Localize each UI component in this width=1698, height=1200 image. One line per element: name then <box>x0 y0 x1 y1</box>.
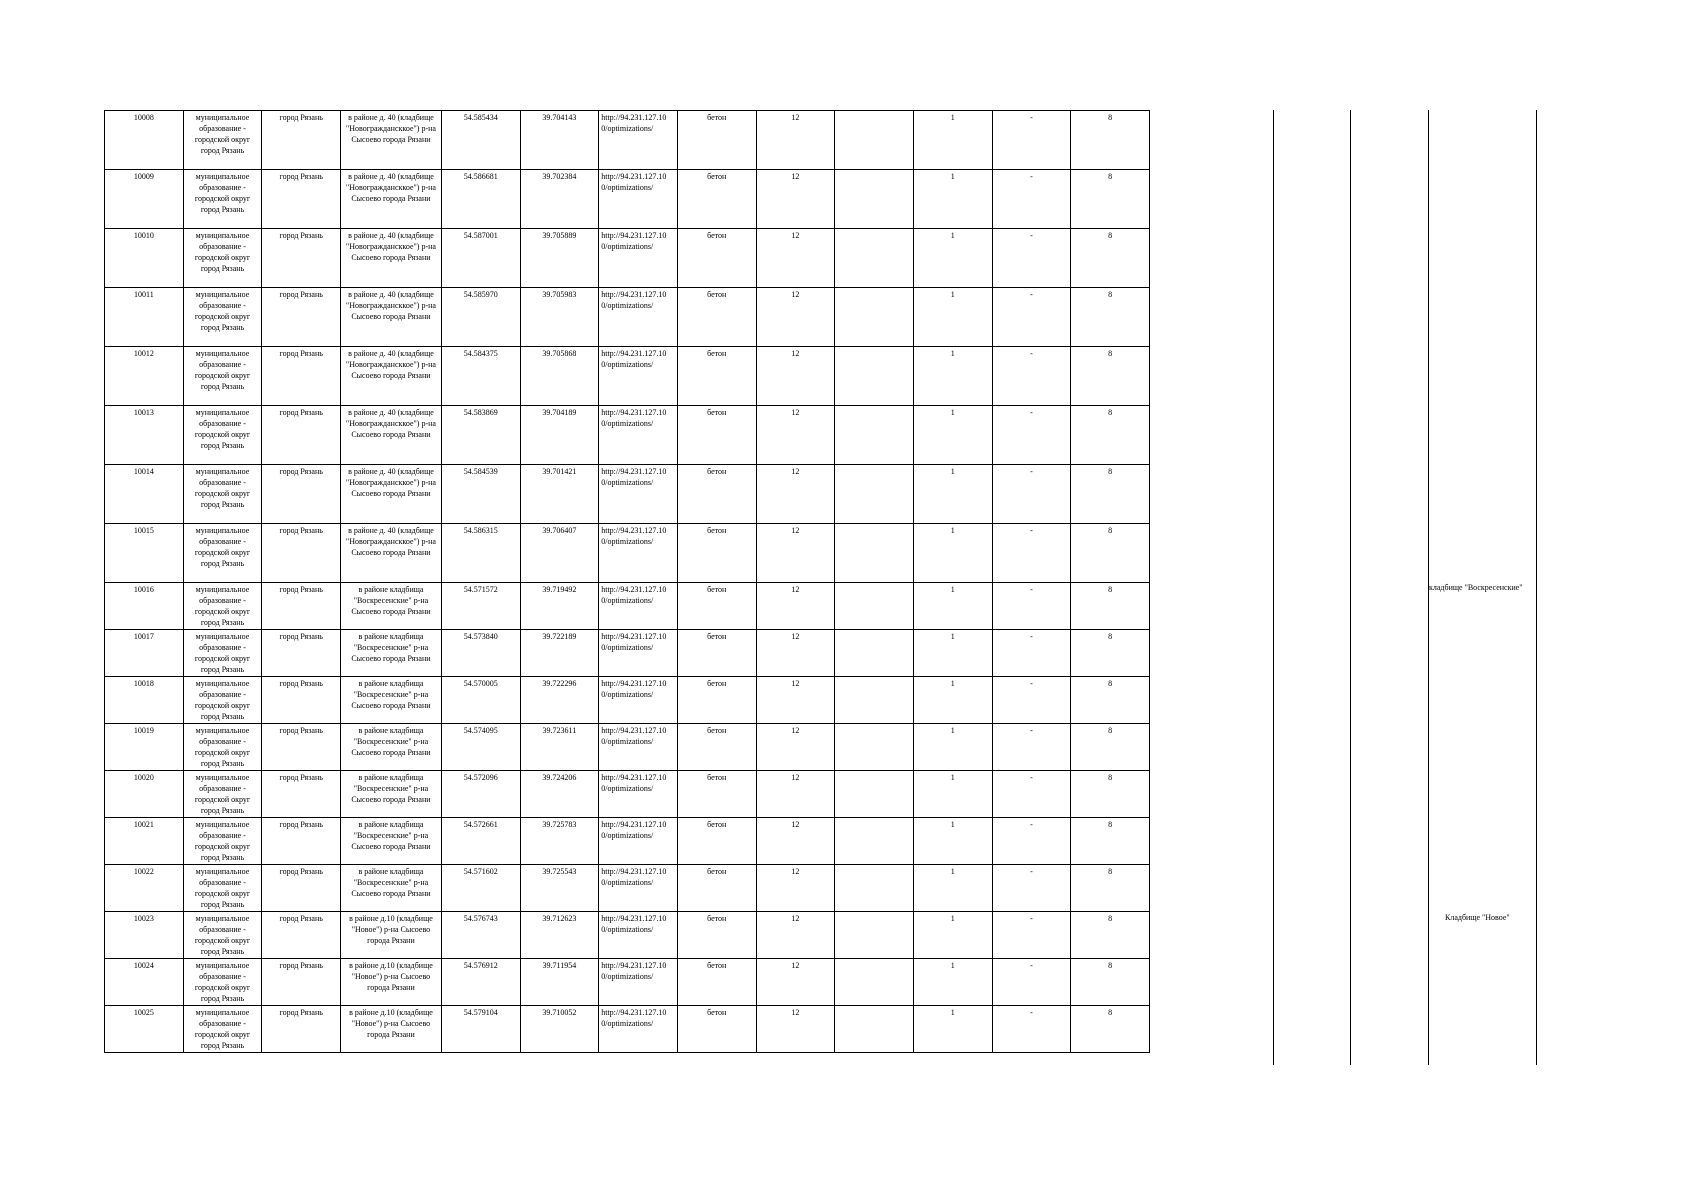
material-cell: бетон <box>677 818 756 865</box>
value-cell: 8 <box>1071 111 1150 170</box>
count-cell: 12 <box>756 771 835 818</box>
quantity-cell: 1 <box>913 818 992 865</box>
value-cell: 8 <box>1071 959 1150 1006</box>
url-cell: http://94.231.127.10 0/optimizations/ <box>599 288 678 347</box>
table-row <box>105 959 1150 1006</box>
value-cell: 8 <box>1071 771 1150 818</box>
location-cell: в районе кладбища "Воскресенские" р-на Сысоево города Рязани <box>341 724 442 771</box>
longitude-cell: 39.712623 <box>520 912 599 959</box>
dash-cell: - <box>992 170 1071 229</box>
latitude-cell: 54.585434 <box>441 111 520 170</box>
url-cell: http://94.231.127.10 0/optimizations/ <box>599 912 678 959</box>
url-cell: http://94.231.127.10 0/optimizations/ <box>599 630 678 677</box>
value-cell: 8 <box>1071 865 1150 912</box>
count-cell: 12 <box>756 630 835 677</box>
municipality-cell: муниципальное образование - городской округ город Рязань <box>183 583 262 630</box>
value-cell: 8 <box>1071 583 1150 630</box>
municipality-cell: муниципальное образование - городской округ город Рязань <box>183 1006 262 1053</box>
value-cell: 8 <box>1071 630 1150 677</box>
location-cell: в районе д. 40 (кладбище "Новограждансккое") р-на Сысоево города Рязани <box>341 288 442 347</box>
material-cell: бетон <box>677 959 756 1006</box>
material-cell: бетон <box>677 524 756 583</box>
value-cell: 8 <box>1071 818 1150 865</box>
url-cell: http://94.231.127.10 0/optimizations/ <box>599 865 678 912</box>
table-row <box>105 347 1150 406</box>
longitude-cell: 39.719492 <box>520 583 599 630</box>
city-cell: город Рязань <box>262 406 341 465</box>
longitude-cell: 39.704189 <box>520 406 599 465</box>
vertical-rule <box>1350 110 1351 1065</box>
municipality-cell: муниципальное образование - городской округ город Рязань <box>183 406 262 465</box>
table-row <box>105 818 1150 865</box>
empty-cell <box>835 170 914 229</box>
latitude-cell: 54.587001 <box>441 229 520 288</box>
longitude-cell: 39.702384 <box>520 170 599 229</box>
row-id-cell: 10016 <box>105 583 184 630</box>
longitude-cell: 39.724206 <box>520 771 599 818</box>
city-cell: город Рязань <box>262 288 341 347</box>
row-id-cell: 10018 <box>105 677 184 724</box>
row-id-cell: 10008 <box>105 111 184 170</box>
municipality-cell: муниципальное образование - городской округ город Рязань <box>183 677 262 724</box>
longitude-cell: 39.710052 <box>520 1006 599 1053</box>
empty-cell <box>835 347 914 406</box>
value-cell: 8 <box>1071 347 1150 406</box>
dash-cell: - <box>992 912 1071 959</box>
longitude-cell: 39.705889 <box>520 229 599 288</box>
value-cell: 8 <box>1071 406 1150 465</box>
municipality-cell: муниципальное образование - городской округ город Рязань <box>183 818 262 865</box>
location-cell: в районе кладбища "Воскресенские" р-на Сысоево города Рязани <box>341 677 442 724</box>
latitude-cell: 54.579104 <box>441 1006 520 1053</box>
material-cell: бетон <box>677 771 756 818</box>
value-cell: 8 <box>1071 288 1150 347</box>
municipality-cell: муниципальное образование - городской округ город Рязань <box>183 912 262 959</box>
url-cell: http://94.231.127.10 0/optimizations/ <box>599 347 678 406</box>
material-cell: бетон <box>677 865 756 912</box>
city-cell: город Рязань <box>262 818 341 865</box>
empty-cell <box>835 677 914 724</box>
city-cell: город Рязань <box>262 347 341 406</box>
location-cell: в районе д. 40 (кладбище "Новограждансккое") р-на Сысоево города Рязани <box>341 111 442 170</box>
latitude-cell: 54.583869 <box>441 406 520 465</box>
table-row <box>105 1006 1150 1053</box>
url-cell: http://94.231.127.10 0/optimizations/ <box>599 465 678 524</box>
table-body <box>105 111 1150 1053</box>
municipality-cell: муниципальное образование - городской округ город Рязань <box>183 111 262 170</box>
latitude-cell: 54.586315 <box>441 524 520 583</box>
location-cell: в районе кладбища "Воскресенские" р-на Сысоево города Рязани <box>341 865 442 912</box>
row-id-cell: 10021 <box>105 818 184 865</box>
dash-cell: - <box>992 677 1071 724</box>
value-cell: 8 <box>1071 912 1150 959</box>
empty-cell <box>835 959 914 1006</box>
empty-cell <box>835 724 914 771</box>
quantity-cell: 1 <box>913 229 992 288</box>
data-table <box>104 110 1150 1053</box>
table-row <box>105 583 1150 630</box>
material-cell: бетон <box>677 465 756 524</box>
empty-cell <box>835 111 914 170</box>
city-cell: город Рязань <box>262 524 341 583</box>
city-cell: город Рязань <box>262 583 341 630</box>
longitude-cell: 39.722189 <box>520 630 599 677</box>
latitude-cell: 54.572096 <box>441 771 520 818</box>
url-cell: http://94.231.127.10 0/optimizations/ <box>599 771 678 818</box>
dash-cell: - <box>992 347 1071 406</box>
material-cell: бетон <box>677 406 756 465</box>
count-cell: 12 <box>756 288 835 347</box>
count-cell: 12 <box>756 959 835 1006</box>
empty-cell <box>835 406 914 465</box>
count-cell: 12 <box>756 912 835 959</box>
latitude-cell: 54.585970 <box>441 288 520 347</box>
count-cell: 12 <box>756 229 835 288</box>
empty-cell <box>835 288 914 347</box>
count-cell: 12 <box>756 1006 835 1053</box>
count-cell: 12 <box>756 170 835 229</box>
row-id-cell: 10010 <box>105 229 184 288</box>
location-cell: в районе д. 40 (кладбище "Новограждансккое") р-на Сысоево города Рязани <box>341 465 442 524</box>
longitude-cell: 39.723611 <box>520 724 599 771</box>
row-id-cell: 10011 <box>105 288 184 347</box>
municipality-cell: муниципальное образование - городской округ город Рязань <box>183 465 262 524</box>
dash-cell: - <box>992 818 1071 865</box>
location-cell: в районе кладбища "Воскресенские" р-на Сысоево города Рязани <box>341 630 442 677</box>
municipality-cell: муниципальное образование - городской округ город Рязань <box>183 771 262 818</box>
city-cell: город Рязань <box>262 865 341 912</box>
quantity-cell: 1 <box>913 771 992 818</box>
row-id-cell: 10014 <box>105 465 184 524</box>
location-cell: в районе д. 40 (кладбище "Новограждансккое") р-на Сысоево города Рязани <box>341 406 442 465</box>
empty-cell <box>835 630 914 677</box>
row-id-cell: 10013 <box>105 406 184 465</box>
latitude-cell: 54.576743 <box>441 912 520 959</box>
location-cell: в районе кладбища "Воскресенские" р-на Сысоево города Рязани <box>341 818 442 865</box>
count-cell: 12 <box>756 583 835 630</box>
city-cell: город Рязань <box>262 724 341 771</box>
empty-cell <box>835 865 914 912</box>
count-cell: 12 <box>756 406 835 465</box>
url-cell: http://94.231.127.10 0/optimizations/ <box>599 583 678 630</box>
longitude-cell: 39.705983 <box>520 288 599 347</box>
count-cell: 12 <box>756 347 835 406</box>
row-id-cell: 10009 <box>105 170 184 229</box>
row-id-cell: 10023 <box>105 912 184 959</box>
municipality-cell: муниципальное образование - городской округ город Рязань <box>183 865 262 912</box>
row-id-cell: 10015 <box>105 524 184 583</box>
material-cell: бетон <box>677 288 756 347</box>
empty-cell <box>835 1006 914 1053</box>
table-row <box>105 677 1150 724</box>
count-cell: 12 <box>756 524 835 583</box>
municipality-cell: муниципальное образование - городской округ город Рязань <box>183 630 262 677</box>
longitude-cell: 39.722296 <box>520 677 599 724</box>
location-cell: в районе д.10 (кладбище "Новое") р-на Сысоево города Рязани <box>341 912 442 959</box>
location-cell: в районе кладбища "Воскресенские" р-на Сысоево города Рязани <box>341 771 442 818</box>
table-row <box>105 771 1150 818</box>
table-row <box>105 912 1150 959</box>
city-cell: город Рязань <box>262 1006 341 1053</box>
latitude-cell: 54.584539 <box>441 465 520 524</box>
count-cell: 12 <box>756 724 835 771</box>
value-cell: 8 <box>1071 677 1150 724</box>
dash-cell: - <box>992 524 1071 583</box>
table-row <box>105 406 1150 465</box>
count-cell: 12 <box>756 818 835 865</box>
latitude-cell: 54.570005 <box>441 677 520 724</box>
dash-cell: - <box>992 229 1071 288</box>
empty-cell <box>835 524 914 583</box>
value-cell: 8 <box>1071 229 1150 288</box>
longitude-cell: 39.725543 <box>520 865 599 912</box>
url-cell: http://94.231.127.10 0/optimizations/ <box>599 170 678 229</box>
location-cell: в районе д.10 (кладбище "Новое") р-на Сысоево города Рязани <box>341 959 442 1006</box>
count-cell: 12 <box>756 865 835 912</box>
row-id-cell: 10020 <box>105 771 184 818</box>
location-cell: в районе д.10 (кладбище "Новое") р-на Сысоево города Рязани <box>341 1006 442 1053</box>
value-cell: 8 <box>1071 170 1150 229</box>
url-cell: http://94.231.127.10 0/optimizations/ <box>599 1006 678 1053</box>
dash-cell: - <box>992 630 1071 677</box>
material-cell: бетон <box>677 724 756 771</box>
dash-cell: - <box>992 111 1071 170</box>
table-row <box>105 724 1150 771</box>
url-cell: http://94.231.127.10 0/optimizations/ <box>599 818 678 865</box>
material-cell: бетон <box>677 170 756 229</box>
longitude-cell: 39.725783 <box>520 818 599 865</box>
value-cell: 8 <box>1071 1006 1150 1053</box>
empty-cell <box>835 818 914 865</box>
municipality-cell: муниципальное образование - городской округ город Рязань <box>183 170 262 229</box>
material-cell: бетон <box>677 229 756 288</box>
row-id-cell: 10025 <box>105 1006 184 1053</box>
location-cell: в районе д. 40 (кладбище "Новограждансккое") р-на Сысоево города Рязани <box>341 170 442 229</box>
location-cell: в районе д. 40 (кладбище "Новограждансккое") р-на Сысоево города Рязани <box>341 229 442 288</box>
municipality-cell: муниципальное образование - городской округ город Рязань <box>183 724 262 771</box>
row-id-cell: 10019 <box>105 724 184 771</box>
vertical-rule <box>1273 110 1274 1065</box>
city-cell: город Рязань <box>262 111 341 170</box>
municipality-cell: муниципальное образование - городской округ город Рязань <box>183 524 262 583</box>
latitude-cell: 54.574095 <box>441 724 520 771</box>
municipality-cell: муниципальное образование - городской округ город Рязань <box>183 288 262 347</box>
count-cell: 12 <box>756 677 835 724</box>
latitude-cell: 54.576912 <box>441 959 520 1006</box>
quantity-cell: 1 <box>913 1006 992 1053</box>
dash-cell: - <box>992 465 1071 524</box>
row-id-cell: 10012 <box>105 347 184 406</box>
latitude-cell: 54.571602 <box>441 865 520 912</box>
quantity-cell: 1 <box>913 524 992 583</box>
dash-cell: - <box>992 583 1071 630</box>
city-cell: город Рязань <box>262 912 341 959</box>
dash-cell: - <box>992 1006 1071 1053</box>
quantity-cell: 1 <box>913 724 992 771</box>
empty-cell <box>835 465 914 524</box>
row-id-cell: 10022 <box>105 865 184 912</box>
empty-cell <box>835 912 914 959</box>
quantity-cell: 1 <box>913 111 992 170</box>
table-row <box>105 465 1150 524</box>
longitude-cell: 39.705868 <box>520 347 599 406</box>
value-cell: 8 <box>1071 524 1150 583</box>
municipality-cell: муниципальное образование - городской округ город Рязань <box>183 959 262 1006</box>
dash-cell: - <box>992 406 1071 465</box>
table-row <box>105 630 1150 677</box>
table-row <box>105 524 1150 583</box>
table-row <box>105 229 1150 288</box>
municipality-cell: муниципальное образование - городской округ город Рязань <box>183 347 262 406</box>
latitude-cell: 54.573840 <box>441 630 520 677</box>
empty-cell <box>835 583 914 630</box>
material-cell: бетон <box>677 111 756 170</box>
material-cell: бетон <box>677 912 756 959</box>
material-cell: бетон <box>677 583 756 630</box>
longitude-cell: 39.701421 <box>520 465 599 524</box>
url-cell: http://94.231.127.10 0/optimizations/ <box>599 111 678 170</box>
table-row <box>105 111 1150 170</box>
url-cell: http://94.231.127.10 0/optimizations/ <box>599 406 678 465</box>
city-cell: город Рязань <box>262 677 341 724</box>
quantity-cell: 1 <box>913 865 992 912</box>
latitude-cell: 54.571572 <box>441 583 520 630</box>
dash-cell: - <box>992 959 1071 1006</box>
municipality-cell: муниципальное образование - городской округ город Рязань <box>183 229 262 288</box>
side-label-novoe: Кладбище "Новое" <box>1445 913 1510 922</box>
table-row <box>105 865 1150 912</box>
quantity-cell: 1 <box>913 912 992 959</box>
quantity-cell: 1 <box>913 630 992 677</box>
longitude-cell: 39.706407 <box>520 524 599 583</box>
material-cell: бетон <box>677 677 756 724</box>
city-cell: город Рязань <box>262 771 341 818</box>
vertical-rule <box>1536 110 1537 1065</box>
row-id-cell: 10024 <box>105 959 184 1006</box>
city-cell: город Рязань <box>262 229 341 288</box>
dash-cell: - <box>992 771 1071 818</box>
count-cell: 12 <box>756 465 835 524</box>
value-cell: 8 <box>1071 724 1150 771</box>
table-row <box>105 288 1150 347</box>
row-id-cell: 10017 <box>105 630 184 677</box>
quantity-cell: 1 <box>913 465 992 524</box>
location-cell: в районе кладбища "Воскресенские" р-на Сысоево города Рязани <box>341 583 442 630</box>
city-cell: город Рязань <box>262 170 341 229</box>
longitude-cell: 39.711954 <box>520 959 599 1006</box>
quantity-cell: 1 <box>913 288 992 347</box>
quantity-cell: 1 <box>913 347 992 406</box>
quantity-cell: 1 <box>913 583 992 630</box>
city-cell: город Рязань <box>262 630 341 677</box>
side-label-voskresenskoe: кладбище "Воскресенские" <box>1429 583 1523 592</box>
material-cell: бетон <box>677 347 756 406</box>
table-row <box>105 170 1150 229</box>
location-cell: в районе д. 40 (кладбище "Новограждансккое") р-на Сысоево города Рязани <box>341 347 442 406</box>
value-cell: 8 <box>1071 465 1150 524</box>
dash-cell: - <box>992 288 1071 347</box>
url-cell: http://94.231.127.10 0/optimizations/ <box>599 959 678 1006</box>
quantity-cell: 1 <box>913 406 992 465</box>
quantity-cell: 1 <box>913 170 992 229</box>
location-cell: в районе д. 40 (кладбище "Новограждансккое") р-на Сысоево города Рязани <box>341 524 442 583</box>
quantity-cell: 1 <box>913 677 992 724</box>
count-cell: 12 <box>756 111 835 170</box>
material-cell: бетон <box>677 1006 756 1053</box>
url-cell: http://94.231.127.10 0/optimizations/ <box>599 724 678 771</box>
url-cell: http://94.231.127.10 0/optimizations/ <box>599 229 678 288</box>
longitude-cell: 39.704143 <box>520 111 599 170</box>
url-cell: http://94.231.127.10 0/optimizations/ <box>599 677 678 724</box>
quantity-cell: 1 <box>913 959 992 1006</box>
empty-cell <box>835 229 914 288</box>
dash-cell: - <box>992 724 1071 771</box>
empty-cell <box>835 771 914 818</box>
latitude-cell: 54.572661 <box>441 818 520 865</box>
city-cell: город Рязань <box>262 465 341 524</box>
url-cell: http://94.231.127.10 0/optimizations/ <box>599 524 678 583</box>
city-cell: город Рязань <box>262 959 341 1006</box>
material-cell: бетон <box>677 630 756 677</box>
dash-cell: - <box>992 865 1071 912</box>
latitude-cell: 54.586681 <box>441 170 520 229</box>
latitude-cell: 54.584375 <box>441 347 520 406</box>
